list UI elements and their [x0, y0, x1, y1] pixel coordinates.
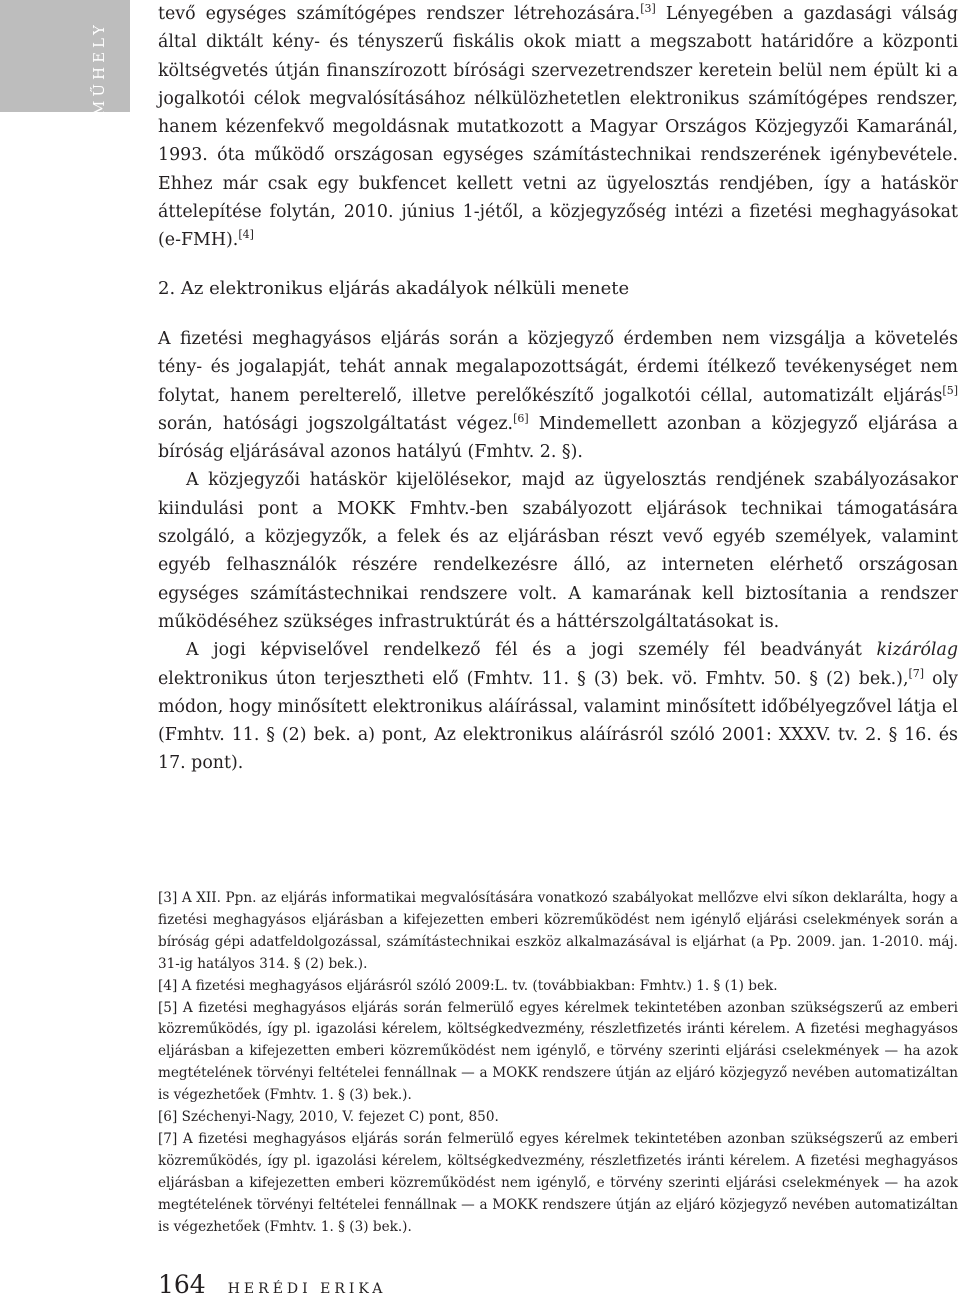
main-text [158, 0, 958, 778]
section-label: MŰHELY [90, 21, 108, 116]
page-footer [158, 1270, 386, 1300]
footnote-ref-4[interactable]: [4] [238, 228, 254, 242]
footnote-3: [3] A XII. Ppn. az eljárás informatikai megvalósítására vonatkozó szabályokat mellőzve elvi síkon deklarálta, hogy a fizetési meghagyásos eljárásban a kifejezetten emberi közreműködést nem igénylő eljárási cselekmények során a bíróság gépi adatfeldolgozással, számítástechnikai eszköz alkalmazásával is eljárhat (a Pp. 2009. jan. 1-2010. máj. 31-ig hatályos 314. § (2) bek.). [158, 890, 958, 972]
emphasis: kizárólag [876, 640, 958, 661]
author-name: HERÉDI ERIKA [227, 1281, 387, 1297]
footnotes [158, 888, 958, 1239]
paragraph-3: A jogi képviselővel rendelkező fél és a jogi személy fél beadványát kizárólag elektronikus úton terjesztheti elő (Fmhtv. 11. § (3) bek. vö. Fmhtv. 50. § (2) bek.),[7] oly módon, hogy minősített elektronikus aláírással, valamint minősített időbélyegzővel látja el (Fmhtv. 11. § (2) bek. a) pont, Az elektronikus aláírásról szóló 2001: XXXV. tv. 2. § 16. és 17. pont). [158, 640, 958, 774]
footnote-ref-6[interactable]: [6] [513, 411, 529, 425]
footnote-5: [5] A fizetési meghagyásos eljárás során felmerülő egyes kérelmek tekintetében azonban szükségszerű az emberi közreműködés, így pl. igazolási kérelem, költségkedvezmény, részletfizetés iránti kérelem. A fizetési meghagyásos eljárásban a kifejezetten emberi közreműködést nem igénylő, e törvény szerinti eljárási cselekmények — ha azok megtételének törvényi feltételei fennállnak — a MOKK rendszere útján az eljáró közjegyző nevében automatizáltan is végezhetőek (Fmhtv. 1. § (3) bek.). [158, 999, 958, 1104]
paragraph-2: A közjegyzői hatáskör kijelölésekor, majd az ügyelosztás rendjének szabályozásakor kiindulási pont a MOKK Fmhtv.-ben szabályozott eljárások technikai támogatására szolgáló, a közjegyzők, a felek és az eljárásban részt vevő egyéb személyek, valamint egyéb felhasználók részére rendelkezésre álló, az interneten elérhető országosan egységes számítástechnikai rendszere volt. A kamarának kell biztosítania a rendszer működéséhez szükséges infrastruktúrát és a háttérszolgáltatásokat is. [158, 470, 958, 632]
paragraph-1: A fizetési meghagyásos eljárás során a közjegyző érdemben nem vizsgálja a követelés tény- és jogalapját, tehát annak megalapozottságát, érdemi ítélkező tevékenységet nem folytat, hanem perelterelő, illetve perelőkészítő jogalkotói céllal, automatizált eljárás[5] során, hatósági jogszolgáltatást végez.[6] Mindemellett azonban a közjegyző eljárása a bíróság eljárásával azonos hatályú (Fmhtv. 2. §). [158, 328, 958, 463]
footnote-4: [4] A fizetési meghagyásos eljárásról szóló 2009:L. tv. (továbbiakban: Fmhtv.) 1. § (1) bek. [158, 977, 778, 994]
footnote-ref-5[interactable]: [5] [942, 383, 958, 397]
footnote-6: [6] Széchenyi-Nagy, 2010, V. fejezet C) pont, 850. [158, 1109, 499, 1126]
footnote-ref-7[interactable]: [7] [908, 666, 925, 680]
footnote-7: [7] A fizetési meghagyásos eljárás során felmerülő egyes kérelmek tekintetében azonban szükségszerű az emberi közreműködés, így pl. igazolási kérelem, költségkedvezmény, részletfizetés iránti kérelem. A fizetési meghagyásos eljárásban a kifejezetten emberi közreműködést nem igénylő, e törvény szerinti eljárási cselekmények — ha azok megtételének törvényi feltételei fennállnak — a MOKK rendszere útján az eljáró közjegyző nevében automatizáltan is végezhetőek (Fmhtv. 1. § (3) bek.). [158, 1130, 958, 1235]
page-number: 164 [158, 1270, 206, 1299]
footnote-ref-3[interactable]: [3] [640, 2, 656, 15]
lead-paragraph: tevő egységes számítógépes rendszer létrehozására.[3] Lényegében a gazdasági válság által diktált kény- és tényszerű fiskális okok miatt a megszabott határidőre a központi költségvetés útján finanszírozott bírósági szervezetrendszer keretein belül nem épült ki a jogalkotói célok megvalósításához nélkülözhetetlen elektronikus számítógépes rendszer, hanem kézenfekvő megoldásnak mutatkozott a Magyar Országos Közjegyzői Kamaránál, 1993. óta működő országosan egységes számítástechnikai rendszerének igénybevétele. Ehhez már csak egy bukfencet kellett vetni az ügyelosztás rendjében, így a hatáskör áttelepítése folytán, 2010. június 1-jétől, a közjegyzőség intézi a fizetési meghagyásokat (e-FMH).[4] [158, 2, 958, 251]
section-heading: 2. Az elektronikus eljárás akadályok nélküli menete [158, 277, 630, 299]
